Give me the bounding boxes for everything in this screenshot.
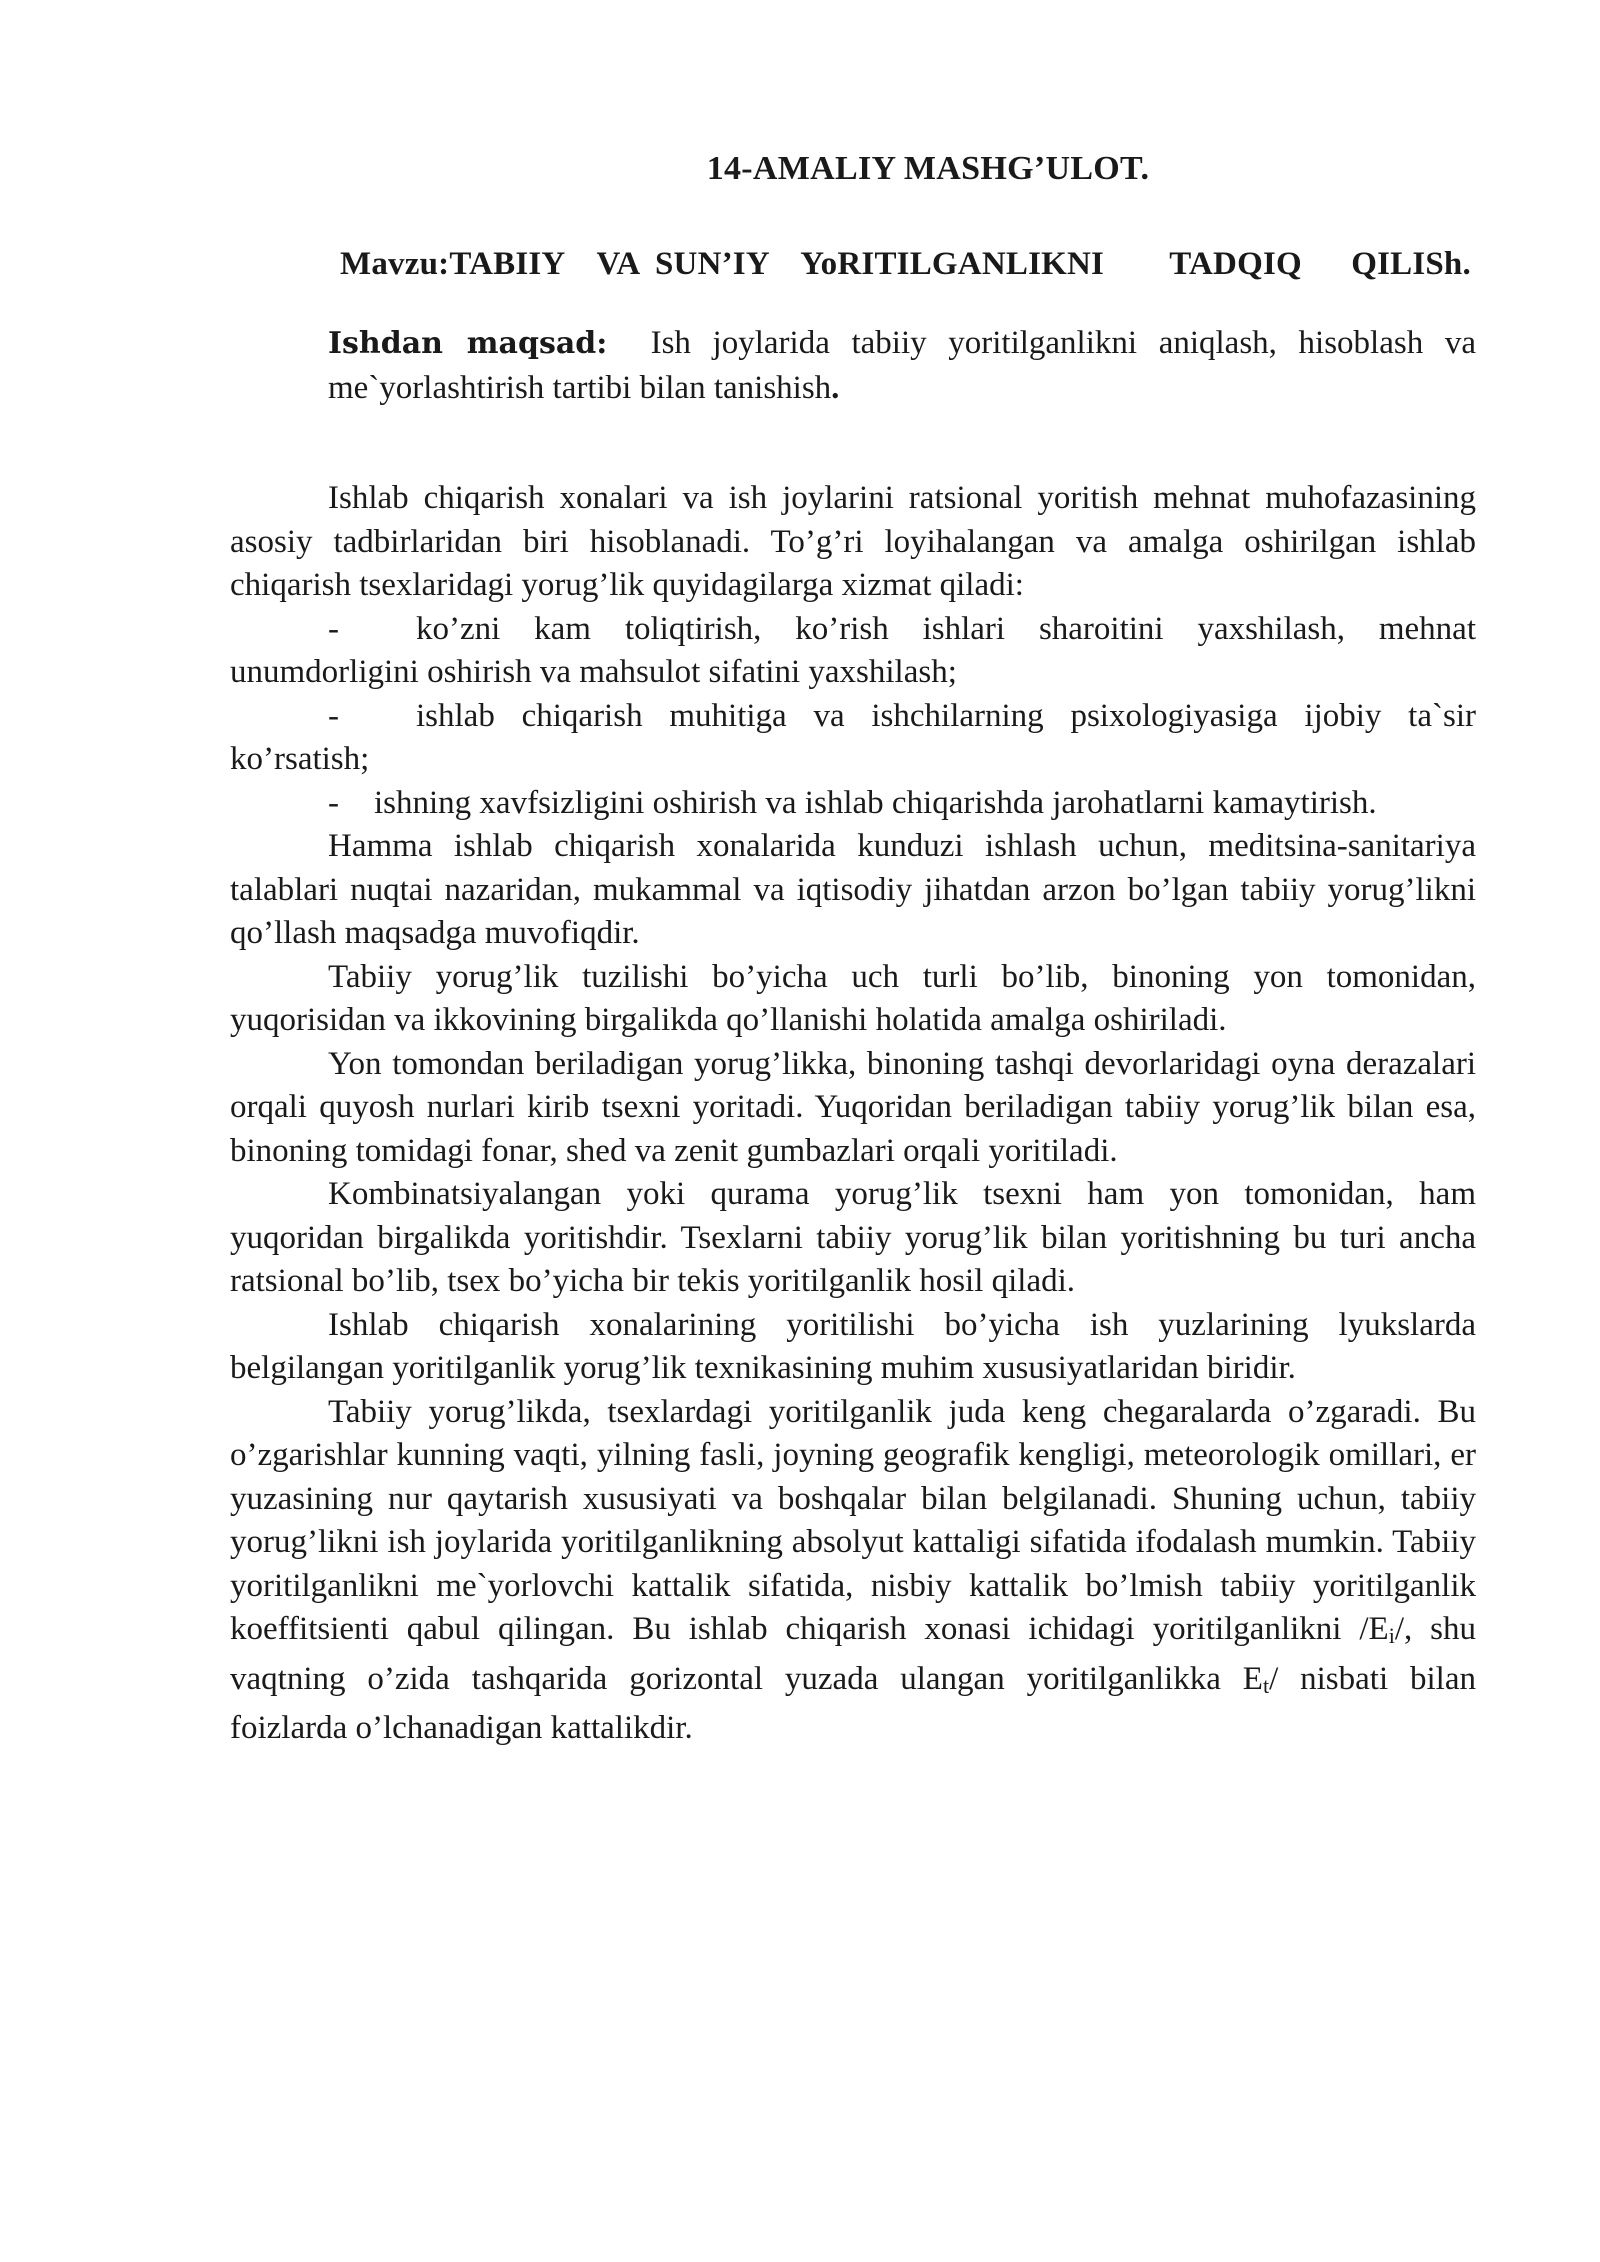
paragraph: Yon tomondan beriladigan yorug’likka, binoning tashqi devorlaridagi oyna derazalari orqali quyosh nurlari kirib tsexni yoritadi. Yuqoridan beriladigan tabiiy yorug’lik bilan esa, binoning tomidagi fonar, shed va zenit gumbazlari orqali yoritiladi. [230, 1045, 1476, 1169]
paragraph: Kombinatsiyalangan yoki qurama yorug’lik tsexni ham yon tomonidan, ham yuqoridan birgalikda yoritishdir. Tsexlarni tabiiy yorug’lik bilan yoritishning bu turi ancha ratsional bo’lib, tsex bo’yicha bir tekis yoritilganlik hosil qiladi. [230, 1176, 1476, 1299]
document-page [230, 150, 1476, 1751]
goal-text: Ish joylarida tabiiy yoritilganlikni aniqlash, hisoblash va me`yorlashtirish tartibi bilan tanishish [328, 325, 1476, 406]
subscript-i: i [1388, 1623, 1395, 1648]
list-item-text: ishlab chiqarish muhitiga va ishchilarning psixologiyasiga ijobiy ta`sir ko’rsatish; [230, 697, 1476, 777]
list-item [230, 608, 1476, 695]
goal-section [230, 321, 1476, 411]
list-item-text: ishning xavfsizligini oshirish va ishlab chiqarishda jarohatlarni kamaytirish. [374, 784, 1377, 821]
lesson-title: 14-AMALIY MASHG’ULOT. [706, 150, 1150, 187]
paragraph-text: / nisbati bilan foizlarda o’lchanadigan kattalikdir. [230, 1660, 1476, 1746]
goal-end: . [831, 370, 840, 406]
paragraph-last [230, 1391, 1476, 1751]
topic-value: TABIIY VA SUN’IY YoRITILGANLIKNI TADQIQ QILISh. [449, 246, 1471, 282]
paragraph-text: Tabiiy yorug’likda, tsexlardagi yoritilganlik juda keng chegaralarda o’zgaradi. Bu o’zgarishlar kunning vaqti, yilning fasli, joyning geografik kengligi, meteorologik omillari, er yuzasining nur qaytarish xususiyati va boshqalar bilan belgilanadi. Shuning uchun, tabiiy yorug’likni ish joylarida yoritilganlikning absolyut kattaligi sifatida ifodalash mumkin. Tabiiy yoritilganlikni me`yorlovchi kattalik sifatida, nisbiy kattalik bo’lmish tabiiy yoritilganlik koeffitsienti qabul qilingan. Bu ishlab chiqarish xonasi ichidagi yoritilganlikni /E [230, 1393, 1476, 1647]
list-marker: - [328, 610, 339, 647]
list-marker: - [328, 697, 339, 734]
goal-label: Ishdan maqsad: [328, 326, 608, 361]
paragraph: Tabiiy yorug’lik tuzilishi bo’yicha uch turli bo’lib, binoning yon tomonidan, yuqorisidan va ikkovining birgalikda qo’llanishi holatida amalga oshiriladi. [230, 958, 1476, 1038]
topic-label: Mavzu: [340, 246, 450, 282]
paragraph: Ishlab chiqarish xonalarining yoritilishi bo’yicha ish yuzlarining lyukslarda belgilangan yoritilganlik yorug’lik texnikasining muhim xususiyatlaridan biridir. [230, 1306, 1476, 1386]
topic-line [230, 246, 1476, 283]
paragraph: Ishlab chiqarish xonalari va ish joylarini ratsional yoritish mehnat muhofazasining asosiy tadbirlaridan biri hisoblanadi. To’g’ri loyihalangan va amalga oshirilgan ishlab chiqarish tsexlaridagi yorug’lik quyidagilarga xizmat qiladi: [230, 480, 1476, 603]
list-marker: - [328, 784, 339, 821]
body-text [230, 477, 1476, 1751]
paragraph-text: /, shu vaqtning o’zida tashqarida gorizontal yuzada ulangan yoritilganlikka E [230, 1611, 1477, 1697]
subscript-t: t [1262, 1672, 1270, 1698]
paragraph: Hamma ishlab chiqarish xonalarida kunduzi ishlash uchun, meditsina-sanitariya talablari nuqtai nazaridan, mukammal va iqtisodiy jihatdan arzon bo’lgan tabiiy yorug’likni qo’llash maqsadga muvofiqdir. [230, 828, 1476, 951]
list-item [230, 695, 1476, 782]
list-item-text: ko’zni kam toliqtirish, ko’rish ishlari sharoitini yaxshilash, mehnat unumdorligini oshirish va mahsulot sifatini yaxshilash; [230, 610, 1476, 690]
list-item [230, 782, 1476, 826]
